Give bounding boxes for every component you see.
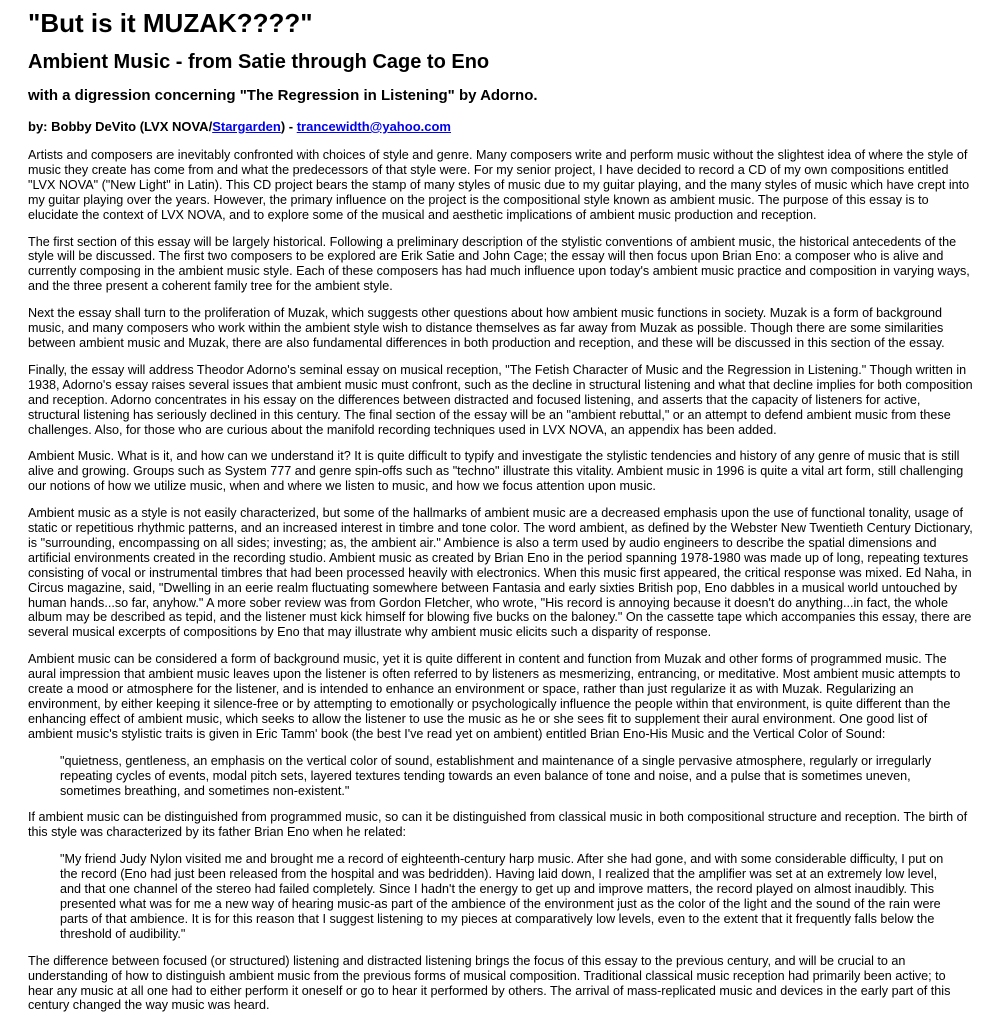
paragraph: The difference between focused (or structured) listening and distracted listening brings the focus of this essay to the previous century, and will be crucial to an understanding of how to distinguish ambient music from the previous forms of musical composition. Traditional classical music reception had primarily been active; to hear any music at all one had to either perform it oneself or go to hear it performed by others. The arrival of mass-replicated music and devices in the early part of this century changed the way music was heard.: [28, 953, 951, 1013]
stargarden-link[interactable]: Stargarden: [212, 119, 281, 134]
paragraph: Next the essay shall turn to the proliferation of Muzak, which suggests other questions about how ambient music functions in society. Muzak is a form of background music, and many composers who work within the ambient style wish to distance themselves as far away from Muzak as possible. Though there are some similarities between ambient music and Muzak, there are also fundamental differences in both production and reception, and these will be discussed in this section of the essay.: [28, 306, 945, 350]
article: [28, 8, 974, 1025]
quote-tamm: "quietness, gentleness, an emphasis on the vertical color of sound, establishment and maintenance of a single pervasive atmosphere, regularly or irregularly repeating cycles of events, modal pitch sets, layered textures tending towards an even balance of tone and noise, and a pulse that is sometimes uneven, sometimes breathing, and sometimes non-existent.": [60, 753, 932, 798]
paragraph: Ambient Music. What is it, and how can we understand it? It is quite difficult to typify and investigate the stylistic tendencies and history of any genre of music that is still alive and growing. Groups such as System 777 and genre spin-offs such as "techno" illustrate this vitality. Ambient music in 1996 is quite a vital art form, still challenging our notions of how we utilize music, when and where we listen to music, and how we focus attention upon music.: [28, 449, 964, 494]
email-link[interactable]: trancewidth@yahoo.com: [296, 119, 451, 134]
page-subtitle: Ambient Music - from Satie through Cage to Eno: [28, 51, 490, 73]
page-title: "But is it MUZAK????": [28, 8, 313, 38]
byline-prefix: by: Bobby DeVito (LVX NOVA/: [28, 119, 213, 134]
byline: [28, 118, 974, 136]
paragraph: Artists and composers are inevitably confronted with choices of style and genre. Many composers write and perform music without the slightest idea of where the style of music they create has come from and what the predecessors of that style were. For my senior project, I have decided to record a CD of my own compositions entitled "LVX NOVA" ("New Light" in Latin). This CD project bears the stamp of many styles of music due to my guitar playing, and the many styles of music which have crept into my guitar playing over the years. However, the primary influence on the project is the compositional style known as ambient music. The purpose of this essay is to elucidate the context of LVX NOVA, and to explore some of the musical and aesthetic implications of ambient music production and reception.: [28, 148, 970, 222]
paragraph: The first section of this essay will be largely historical. Following a preliminary description of the stylistic conventions of ambient music, the historical antecedents of the style will be discussed. The first two composers to be explored are Erik Satie and John Cage; the essay will then focus upon Brian Eno: a composer who is alive and currently composing in the ambient music style. Each of these composers has had much influence upon today's ambient music practice and composition in varying ways, and the three present a coherent family tree for the ambient style.: [28, 234, 970, 294]
paragraph: Ambient music as a style is not easily characterized, but some of the hallmarks of ambient music are a decreased emphasis upon the use of functional tonality, usage of static or repetitious rhythmic patterns, and an increased interest in timbre and tone color. The word ambient, as defined by the Webster New Twentieth Century Dictionary, is "surrounding, encompassing on all sides; investing; as, the ambient air." Ambience is also a term used by audio engineers to describe the spatial dimensions and artificial environments created in the recording studio. Ambient music as created by Brian Eno in the period spanning 1978-1980 was made up of long, repeating textures consisting of vocal or instrumental timbres that had been processed heavily with electronics. When this music first appeared, the critical response was mixed. Ed Naha, in Circus magazine, said, "Dwelling in an eerie realm fluctuating somewhere between Fantasia and early sixties British pop, Eno dabbles in a musical world untouched by human hands...so far, anyhow." A more sober review was from Gordon Fletcher, who wrote, "His record is annoying because it doesn't do anything...in fact, the whole album may be described as tepid, and the listener must kick himself for blowing five bucks on the baloney." On the cassette tape which accompanies this essay, there are several musical excerpts of compositions by Eno that may illustrate why ambient music elicits such a disparity of response.: [28, 506, 973, 640]
paragraph: Finally, the essay will address Theodor Adorno's seminal essay on musical reception, "The Fetish Character of Music and the Regression in Listening." Though written in 1938, Adorno's essay raises several issues that ambient music must confront, such as the decline in structural listening and what that decline implies for both composition and reception. Adorno concentrates in his essay on the differences between distracted and focused listening, and asserts that the capacity of listeners for active, structural listening has seriously declined in this century. The final section of the essay will be an "ambient rebuttal," or an attempt to defend ambient music from these challenges. Also, for those who are curious about the manifold recording techniques used in LVX NOVA, an appendix has been added.: [28, 362, 973, 437]
quote-eno: "My friend Judy Nylon visited me and brought me a record of eighteenth-century harp music. After she had gone, and with some considerable difficulty, I put on the record (Eno had just been released from the hospital and was bedridden). Having laid down, I realized that the amplifier was set at an extremely low level, and that one channel of the stereo had failed completely. Since I hadn't the energy to get up and improve matters, the record played on almost inaudibly. This presented what was for me a new way of hearing music-as part of the ambience of the environment just as the color of the light and the sound of the rain were parts of that ambience. It is for this reason that I suggest listening to my pieces at comparatively low levels, even to the extent that it frequently falls below the threshold of audibility.": [60, 852, 944, 941]
paragraph: If ambient music can be distinguished from programmed music, so can it be distinguished from classical music in both compositional structure and reception. The birth of this style was characterized by its father Brian Eno when he related:: [28, 810, 968, 840]
page-subsubtitle: with a digression concerning "The Regression in Listening" by Adorno.: [28, 87, 538, 104]
byline-mid: ) -: [280, 119, 297, 134]
paragraph: Ambient music can be considered a form of background music, yet it is quite different in content and function from Muzak and other forms of programmed music. The aural impression that ambient music leaves upon the listener is often referred to by listeners as mesmerizing, entrancing, or meditative. Most ambient music attempts to create a mood or atmosphere for the listener, and is intended to enhance an environment or space, rather than just regularize it as with Muzak. Regularizing an environment, by either keeping it silence-free or by attempting to emotionally or psychologically influence the people within that environment, is quite different than the enhancing effect of ambient music, which seeks to allow the listener to use the music as he or she sees fit to supplement their aural environment. One good list of ambient music's stylistic traits is given in Eric Tamm' book (the best I've read yet on ambient) entitled Brian Eno-His Music and the Vertical Color of Sound:: [28, 652, 961, 741]
